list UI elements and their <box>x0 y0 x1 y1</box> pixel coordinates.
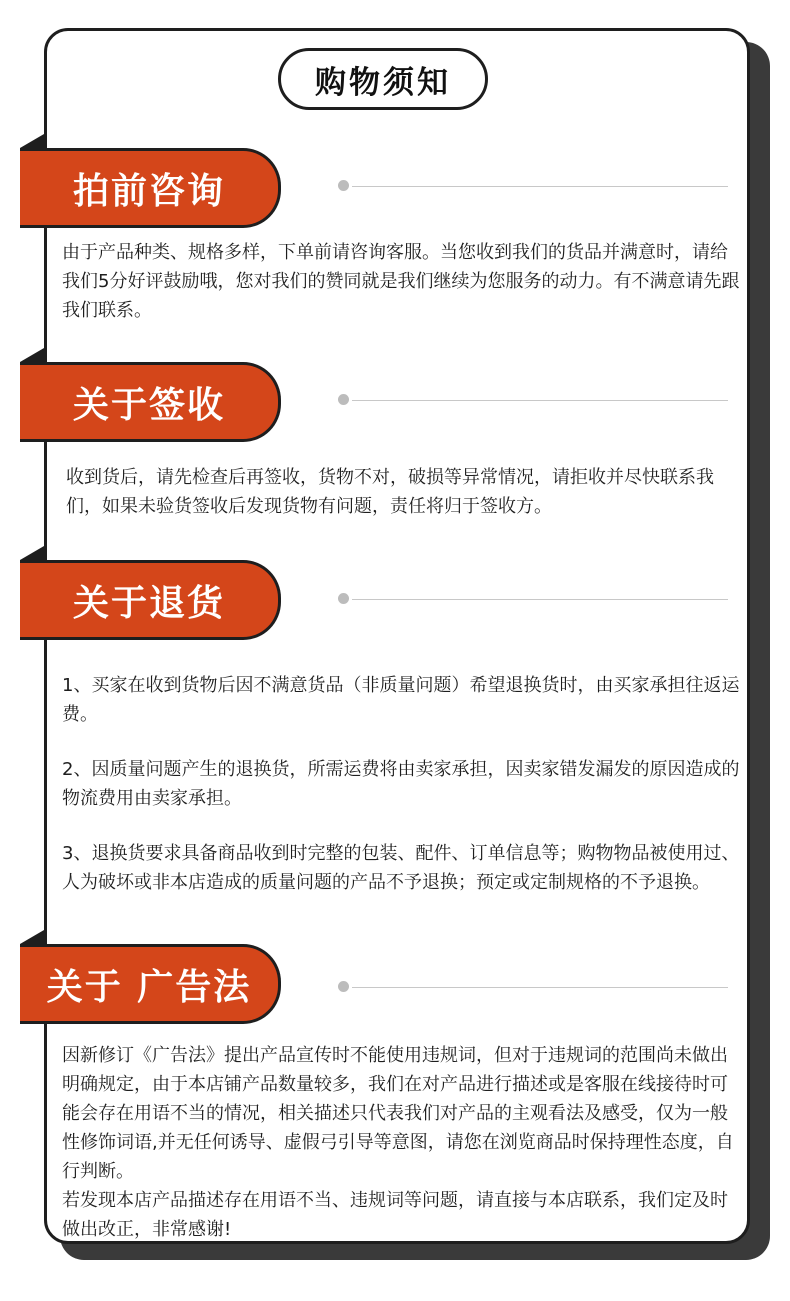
paragraph: 1、买家在收到货物后因不满意货品（非质量问题）希望退换货时，由买家承担往返运费。 <box>62 675 740 725</box>
page-title-text: 购物须知 <box>315 64 451 101</box>
section-heading-receipt <box>20 362 281 442</box>
divider-line <box>352 186 728 187</box>
section-heading-text: 拍前咨询 <box>72 170 225 212</box>
paragraph: 若发现本店产品描述存在用语不当、违规词等问题，请直接与本店联系，我们定及时做出改正，非常感谢! <box>62 1190 728 1240</box>
paragraph-gap <box>62 813 742 839</box>
paragraph: 由于产品种类、规格多样，下单前请咨询客服。当您收到我们的货品并满意时，请给我们5分好评鼓励哦，您对我们的赞同就是我们继续为您服务的动力。有不满意请先跟我们联系。 <box>62 242 740 321</box>
page-title <box>278 48 488 110</box>
divider-line <box>352 599 728 600</box>
section-heading-text: 关于 广告法 <box>46 966 252 1008</box>
section-body-ad-law <box>62 1041 742 1244</box>
section-heading-consult <box>20 148 281 228</box>
paragraph: 收到货后，请先检查后再签收，货物不对，破损等异常情况，请拒收并尽快联系我们，如果未验货签收后发现货物有问题，责任将归于签收方。 <box>66 467 714 517</box>
paragraph: 因新修订《广告法》提出产品宣传时不能使用违规词，但对于违规词的范围尚未做出明确规定，由于本店铺产品数量较多，我们在对产品进行描述或是客服在线接待时可能会存在用语不当的情况，相关描述只代表我们对产品的主观看法及感受，仅为一般性修饰词语,并无任何诱导、虚假弓引导等意图，请您在浏览商品时保持理性态度，自行判断。 <box>62 1045 734 1182</box>
section-heading-text: 关于签收 <box>72 384 225 426</box>
paragraph-gap <box>62 729 742 755</box>
section-body-consult <box>62 238 742 325</box>
banner-fold <box>20 930 44 944</box>
divider-dot <box>338 180 349 191</box>
banner-fold <box>20 348 44 362</box>
section-heading-ad-law <box>20 944 281 1024</box>
banner-fold <box>20 134 44 148</box>
divider-dot <box>338 981 349 992</box>
section-banner-ad-law <box>20 944 282 1022</box>
banner-fold <box>20 546 44 560</box>
section-banner-consult <box>20 148 282 226</box>
section-banner-receipt <box>20 362 282 440</box>
section-body-returns <box>62 671 742 897</box>
section-heading-returns <box>20 560 281 640</box>
divider-line <box>352 987 728 988</box>
divider-line <box>352 400 728 401</box>
paragraph: 2、因质量问题产生的退换货，所需运费将由卖家承担，因卖家错发漏发的原因造成的物流费用由卖家承担。 <box>62 759 740 809</box>
section-banner-returns <box>20 560 282 638</box>
section-body-receipt <box>66 463 746 521</box>
divider-dot <box>338 593 349 604</box>
section-heading-text: 关于退货 <box>72 582 225 624</box>
divider-dot <box>338 394 349 405</box>
paragraph: 3、退换货要求具备商品收到时完整的包装、配件、订单信息等；购物物品被使用过、人为破坏或非本店造成的质量问题的产品不予退换；预定或定制规格的不予退换。 <box>62 843 740 893</box>
